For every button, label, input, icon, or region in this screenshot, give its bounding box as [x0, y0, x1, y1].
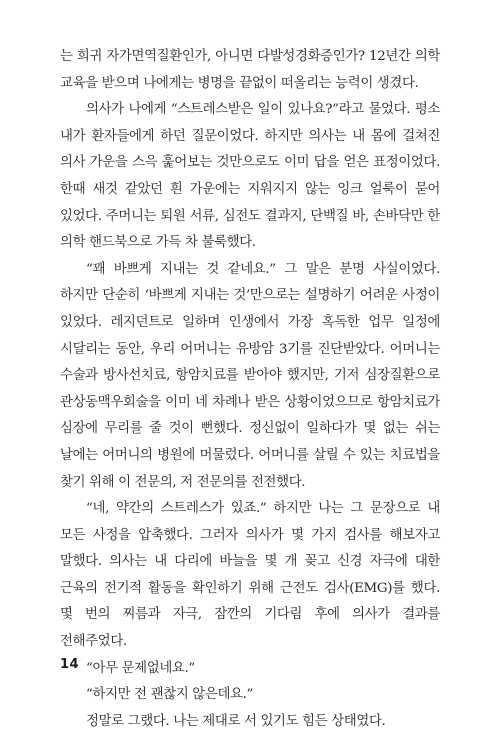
paragraph-dialogue-no-problem: “아무 문제없네요.”	[86, 660, 195, 676]
paragraph-doctor-question: 의사가 나에게 “스트레스받은 일이 있나요?”라고 물었다. 평소 내가 환자들에게 하던 질문이었다. 하지만 의사는 내 몸에 걸쳐진 의사 가운을 스윽 훑어보는 것만으로도 이미 답을 얻은 표정이었다. 한때 새것 같았던 흰 가운에는 지워지지 않는 잉크 얼룩이 묻어 있었다. 주머니는 퇴원 서류, 심전도 결과지, 단백질 바, 손바닥만 한 의학 핸드북으로 가득 차 불룩했다.	[60, 102, 440, 251]
paragraph-closing: 정말로 그랬다. 나는 제대로 서 있기도 힘든 상태였다.	[86, 713, 386, 729]
paragraph-busy-life: “꽤 바쁘게 지내는 것 같네요.” 그 말은 분명 사실이었다. 하지만 단순히 ‘바쁘게 지내는 것’만으로는 설명하기 어려운 사정이 있었다. 레지던트로 일하며 인생에서 가장 혹독한 업무 일정에 시달리는 동안, 우리 어머니는 유방암 3기를 진단받았다. 어머니는 수술과 방사선치료, 항암치료를 받아야 했지만, 기저 심장질환으로 관상동맥우회술을 이미 네 차례나 받은 상황이었으므로 항암치료가 심장에 무리를 줄 것이 뻔했다. 정신없이 일하다가 몇 없는 쉬는 날에는 어머니의 병원에 머물렀다. 어머니를 살릴 수 있는 치료법을 찾기 위해 이 전문의, 저 전문의를 전전했다.	[60, 261, 440, 490]
paragraph-dialogue-not-fine: “하지만 전 괜찮지 않은데요.”	[86, 687, 254, 703]
paragraph-emg-test: “네, 약간의 스트레스가 있죠.” 하지만 나는 그 문장으로 내 모든 사정을 압축했다. 그러자 의사가 몇 가지 검사를 해보자고 말했다. 의사는 내 다리에 바늘을 몇 개 꽂고 신경 자극에 대한 근육의 전기적 활동을 확인하기 위해 근전도 검사(EMG)를 했다. 몇 번의 찌름과 자극, 잠깐의 기다림 후에 의사가 결과를 전해주었다.	[60, 501, 440, 650]
book-page-body	[60, 44, 440, 735]
page-number: 14	[60, 657, 80, 672]
paragraph-continued: 는 희귀 자가면역질환인가, 아니면 다발성경화증인가? 12년간 의학 교육을 받으며 나에게는 병명을 끝없이 떠올리는 능력이 생겼다.	[60, 49, 440, 91]
